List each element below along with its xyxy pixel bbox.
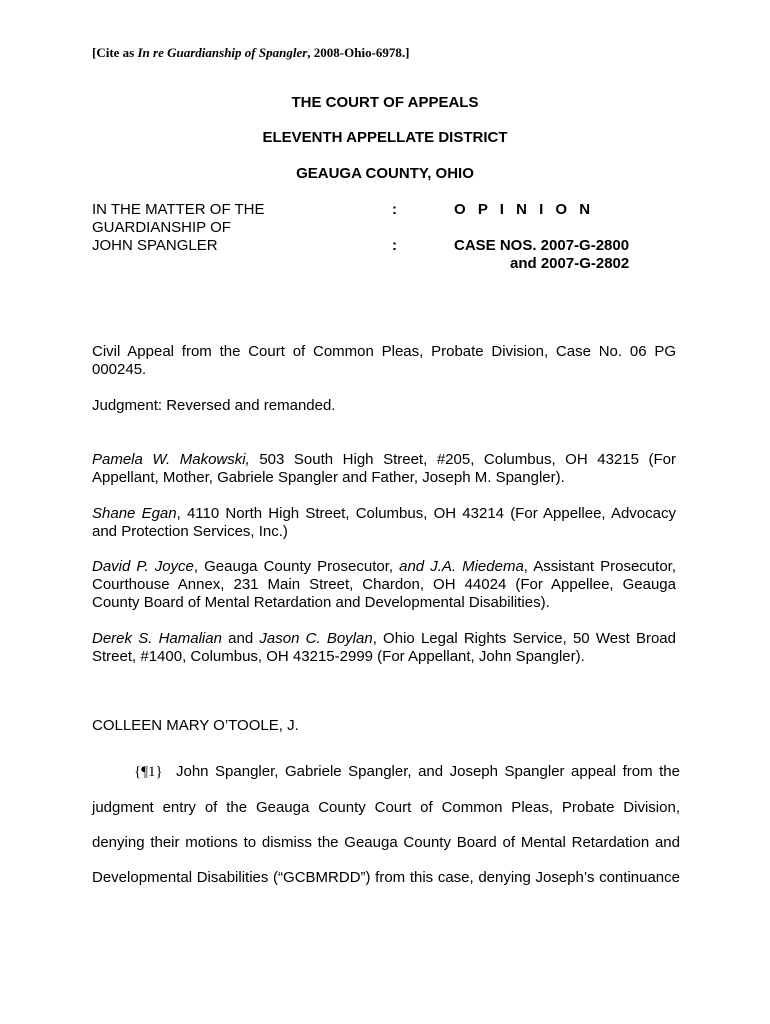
body-line: Developmental Disabilities (“GCBMRDD”) from this case, denying Joseph’s continuance — [92, 869, 680, 886]
caption-colon: : — [392, 201, 397, 218]
counsel-entry: David P. Joyce, Geauga County Prosecutor, and J.A. Miedema, Assistant Prosecutor, Courthouse Annex, 231 Main Street, Chardon, OH 44024 (For Appellee, Geauga County Board of Mental Retardation and Developmental Disabilities). — [92, 558, 676, 611]
counsel-entry: Pamela W. Makowski, 503 South High Street, #205, Columbus, OH 43215 (For Appellant, Mother, Gabriele Spangler and Father, Joseph M. Spangler). — [92, 451, 676, 486]
judgment: Judgment: Reversed and remanded. — [92, 397, 336, 414]
court-district: ELEVENTH APPELLATE DISTRICT — [262, 129, 508, 146]
body-line: denying their motions to dismiss the Geauga County Board of Mental Retardation and — [92, 834, 680, 851]
counsel-entry: Shane Egan, 4110 North High Street, Columbus, OH 43214 (For Appellee, Advocacy and Protection Services, Inc.) — [92, 505, 676, 540]
court-county: GEAUGA COUNTY, OHIO — [296, 165, 474, 182]
citation: [Cite as In re Guardianship of Spangler, 2008-Ohio-6978.] — [92, 45, 410, 60]
appeal-description: Civil Appeal from the Court of Common Pleas, Probate Division, Case No. 06 PG 000245. — [92, 343, 676, 378]
caption-colon: : — [392, 237, 397, 254]
opinion-label: O P I N I O N — [454, 201, 595, 218]
counsel-entry: Derek S. Hamalian and Jason C. Boylan, Ohio Legal Rights Service, 50 West Broad Street, #1400, Columbus, OH 43215-2999 (For Appellant, John Spangler). — [92, 630, 676, 665]
body-line: {¶1} John Spangler, Gabriele Spangler, and Joseph Spangler appeal from the — [92, 754, 680, 790]
paragraph-number: {¶1} — [134, 764, 163, 780]
opinion-body — [92, 754, 680, 895]
case-caption-matter: IN THE MATTER OF THE GUARDIANSHIP OF JOHN SPANGLER — [92, 201, 265, 254]
case-numbers: CASE NOS. 2007-G-2800 and 2007-G-2802 — [454, 237, 630, 272]
citation-case-name: In re Guardianship of Spangler — [137, 45, 308, 60]
court-title: THE COURT OF APPEALS — [291, 94, 479, 111]
opinion-author: COLLEEN MARY O’TOOLE, J. — [92, 717, 299, 734]
body-line: judgment entry of the Geauga County Court of Common Pleas, Probate Division, — [92, 799, 680, 816]
